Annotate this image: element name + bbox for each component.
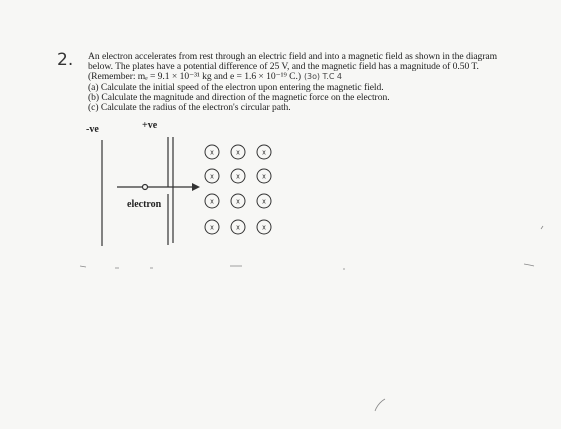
handwritten-annotation: (3o) T.C 4 [303, 72, 342, 82]
question-part-b: (b) Calculate the magnitude and direction of the magnetic force on the electron. [88, 91, 390, 103]
field-x-mark: x [210, 149, 214, 157]
question-part-a: (a) Calculate the initial speed of the electron upon entering the magnetic field. [88, 81, 384, 93]
field-x-mark: x [236, 198, 240, 206]
question-number: 2. [57, 50, 74, 70]
field-x-mark: x [236, 224, 240, 232]
positive-plate-label: +ve [142, 120, 158, 131]
field-x-mark: x [236, 173, 240, 181]
field-x-mark: x [262, 149, 266, 157]
field-x-mark: x [210, 173, 214, 181]
field-x-mark: x [210, 198, 214, 206]
electron-label: electron [127, 199, 162, 210]
field-x-mark: x [262, 224, 266, 232]
question-line-1: An electron accelerates from rest through an electric field and into a magnetic field as shown in the diagram [88, 51, 498, 62]
negative-plate-label: -ve [86, 124, 99, 135]
field-x-mark: x [262, 173, 266, 181]
field-x-mark: x [236, 149, 240, 157]
field-x-mark: x [262, 198, 266, 206]
field-x-mark: x [210, 224, 214, 232]
question-line-2: below. The plates have a potential difference of 25 V, and the magnetic field has a magnitude of 0.50 T. [88, 61, 479, 73]
question-part-c: (c) Calculate the radius of the electron's circular path. [88, 102, 291, 114]
constants-text: (Remember: mₑ = 9.1 × 10⁻³¹ kg and e = 1.6 × 10⁻¹⁹ C.) [88, 71, 301, 83]
